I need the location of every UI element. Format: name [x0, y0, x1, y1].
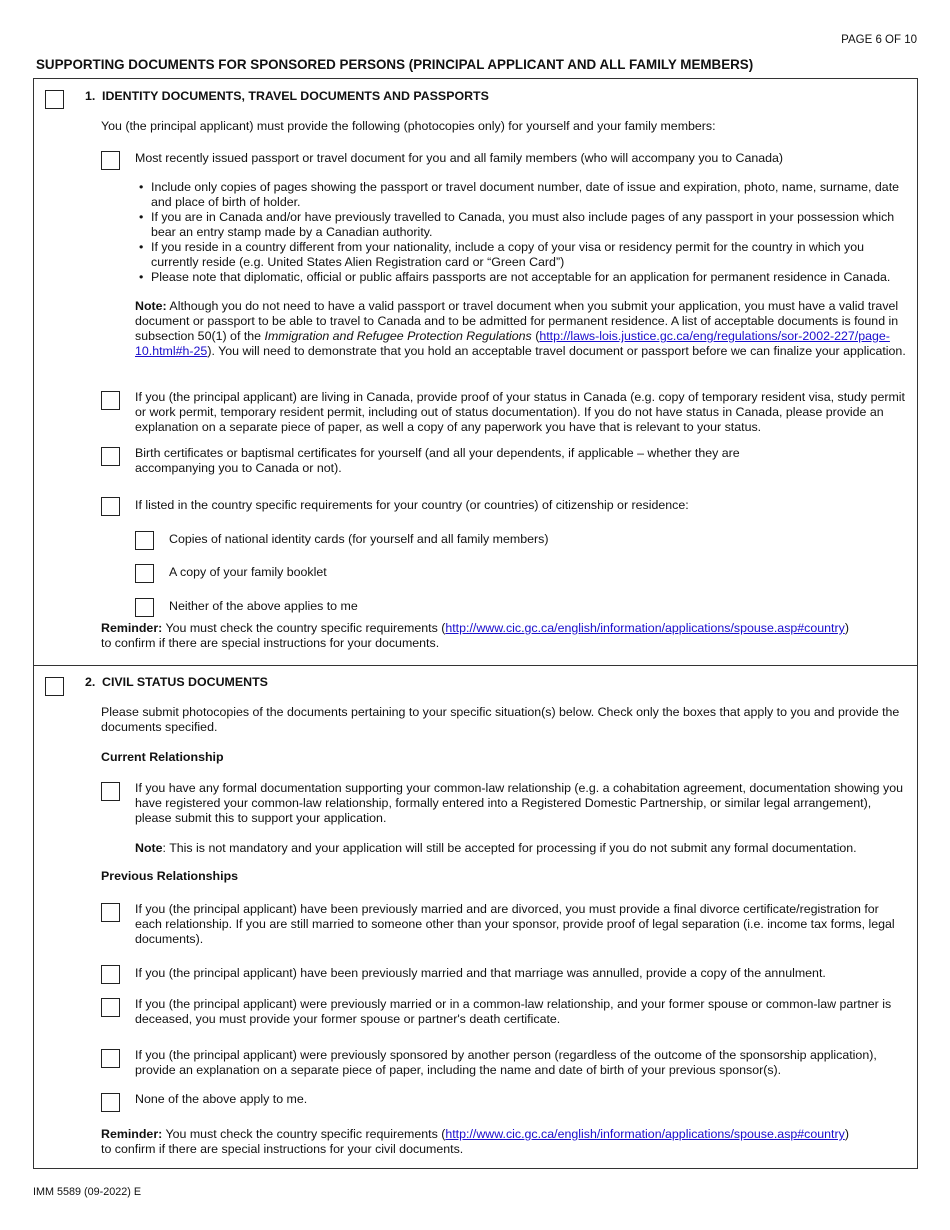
note-label: Note:	[135, 299, 167, 313]
reminder-text-2: )	[844, 1127, 849, 1141]
country-requirements-link[interactable]: http://www.cic.gc.ca/english/information/applications/spouse.asp#country	[445, 621, 845, 635]
divorced-checkbox[interactable]	[101, 903, 120, 922]
note-text-1: Although you do not need to have a valid passport or travel document when you submit your application, you must have a valid travel document or passport to be able to travel to Canada and to be admitted for permanent residence. A list of acceptable documents is found in subsection 50(1) of the	[135, 299, 899, 343]
section1-heading: IDENTITY DOCUMENTS, TRAVEL DOCUMENTS AND PASSPORTS	[102, 89, 489, 103]
passport-checkbox[interactable]	[101, 151, 120, 170]
neither-applies-text: Neither of the above applies to me	[169, 599, 358, 613]
note-text: : This is not mandatory and your application will still be accepted for processing if you do not submit any formal documentation.	[162, 841, 857, 855]
regulations-title: Immigration and Refugee Protection Regulations	[264, 329, 532, 343]
reminder-label: Reminder:	[101, 1127, 163, 1141]
reminder-text-3: to confirm if there are special instructions for your documents.	[101, 636, 440, 650]
section2-reminder	[101, 1127, 901, 1157]
section2-intro: Please submit photocopies of the documents pertaining to your specific situation(s) below. Check only the boxes that apply to you and provide the documents specified.	[101, 705, 900, 734]
form-title: SUPPORTING DOCUMENTS FOR SPONSORED PERSONS (PRINCIPAL APPLICANT AND ALL FAMILY MEMBERS)	[36, 57, 754, 72]
reminder-label: Reminder:	[101, 621, 163, 635]
bullet-item: • If you are in Canada and/or have previously travelled to Canada, you must also include pages of any passport in your possession which bear an entry stamp made by a Canadian authority.	[138, 210, 906, 240]
neither-applies-checkbox[interactable]	[135, 598, 154, 617]
country-requirements-link[interactable]: http://www.cic.gc.ca/english/information/applications/spouse.asp#country	[445, 1127, 845, 1141]
status-item-text: If you (the principal applicant) are living in Canada, provide proof of your status in Canada (e.g. copy of temporary resident visa, study permit or work permit, temporary resident permit, including out of status documentation). If you do not have status in Canada, please provide an explanation on a separate piece of paper, as well a copy of any paperwork you have that is relevant to your status.	[135, 390, 905, 434]
family-booklet-text: A copy of your family booklet	[169, 565, 327, 579]
none-apply-checkbox[interactable]	[101, 1093, 120, 1112]
section1-reminder	[101, 621, 901, 651]
bullet-item: • Include only copies of pages showing the passport or travel document number, date of issue and expiration, photo, name, surname, date and place of birth of holder.	[138, 180, 906, 210]
passport-item-text: Most recently issued passport or travel document for you and all family members (who will accompany you to Canada)	[135, 151, 784, 165]
section2-heading: CIVIL STATUS DOCUMENTS	[102, 675, 268, 689]
current-relationship-heading: Current Relationship	[101, 750, 224, 764]
annulled-text: If you (the principal applicant) have been previously married and that marriage was annulled, provide a copy of the annulment.	[135, 966, 826, 980]
deceased-checkbox[interactable]	[101, 998, 120, 1017]
birth-certificate-text: Birth certificates or baptismal certificates for yourself (and all your dependents, if applicable – whether they are accompanying you to Canada or not).	[135, 446, 740, 475]
country-specific-text: If listed in the country specific requirements for your country (or countries) of citizenship or residence:	[135, 498, 689, 512]
family-booklet-checkbox[interactable]	[135, 564, 154, 583]
note-label: Note	[135, 841, 163, 855]
passport-bullet-list	[138, 180, 906, 285]
reminder-text-3: to confirm if there are special instructions for your civil documents.	[101, 1142, 464, 1156]
bullet-item: • If you reside in a country different from your nationality, include a copy of your visa or residency permit for the country in which you currently reside (e.g. United States Alien Registration card or “Green Card”)	[138, 240, 906, 270]
common-law-checkbox[interactable]	[101, 782, 120, 801]
status-checkbox[interactable]	[101, 391, 120, 410]
section2-checkbox[interactable]	[45, 677, 64, 696]
passport-note	[135, 299, 907, 359]
section2-note	[135, 841, 857, 856]
deceased-text: If you (the principal applicant) were previously married or in a common-law relationship, and your former spouse or common-law partner is deceased, you must provide your former spouse or partner's death certificate.	[135, 997, 892, 1026]
previously-sponsored-checkbox[interactable]	[101, 1049, 120, 1068]
form-code-footer: IMM 5589 (09-2022) E	[33, 1186, 142, 1198]
previous-relationships-heading: Previous Relationships	[101, 869, 239, 883]
section2-number: 2.	[85, 675, 96, 689]
divorced-text: If you (the principal applicant) have been previously married and are divorced, you must provide a final divorce certificate/registration for each relationship. If you are still married to someone other than your sponsor, provide proof of legal separation (i.e. income tax forms, legal documents).	[135, 902, 895, 946]
birth-certificate-checkbox[interactable]	[101, 447, 120, 466]
note-text-2: (	[531, 329, 540, 343]
national-id-checkbox[interactable]	[135, 531, 154, 550]
section1-number: 1.	[85, 89, 96, 103]
none-apply-text: None of the above apply to me.	[135, 1092, 308, 1106]
note-text-3: ). You will need to demonstrate that you hold an acceptable travel document or passport before we can finalize your application.	[207, 344, 906, 358]
reminder-text-1: You must check the country specific requirements (	[162, 1127, 446, 1141]
country-specific-checkbox[interactable]	[101, 497, 120, 516]
previously-sponsored-text: If you (the principal applicant) were previously sponsored by another person (regardless of the outcome of the sponsorship application), provide an explanation on a separate piece of paper, including the name and date of birth of your previous sponsor(s).	[135, 1048, 877, 1077]
reminder-text-2: )	[844, 621, 849, 635]
reminder-text-1: You must check the country specific requirements (	[162, 621, 446, 635]
section1-checkbox[interactable]	[45, 90, 64, 109]
national-id-text: Copies of national identity cards (for yourself and all family members)	[169, 532, 549, 546]
common-law-text: If you have any formal documentation supporting your common-law relationship (e.g. a cohabitation agreement, documentation showing you have registered your common-law relationship, formally entered into a Registered Domestic Partnership, or similar legal arrangement), please submit this to support your application.	[135, 781, 903, 825]
page-number: PAGE 6 OF 10	[841, 34, 917, 46]
bullet-item: • Please note that diplomatic, official or public affairs passports are not acceptable for an application for permanent residence in Canada.	[138, 270, 906, 285]
section1-intro: You (the principal applicant) must provide the following (photocopies only) for yourself and your family members:	[101, 119, 716, 133]
section-identity-documents	[33, 78, 918, 666]
annulled-checkbox[interactable]	[101, 965, 120, 984]
regulations-link[interactable]: http://laws-lois.justice.gc.ca/eng/regulations/sor-2002-227/page-10.html#h-25	[135, 329, 890, 358]
